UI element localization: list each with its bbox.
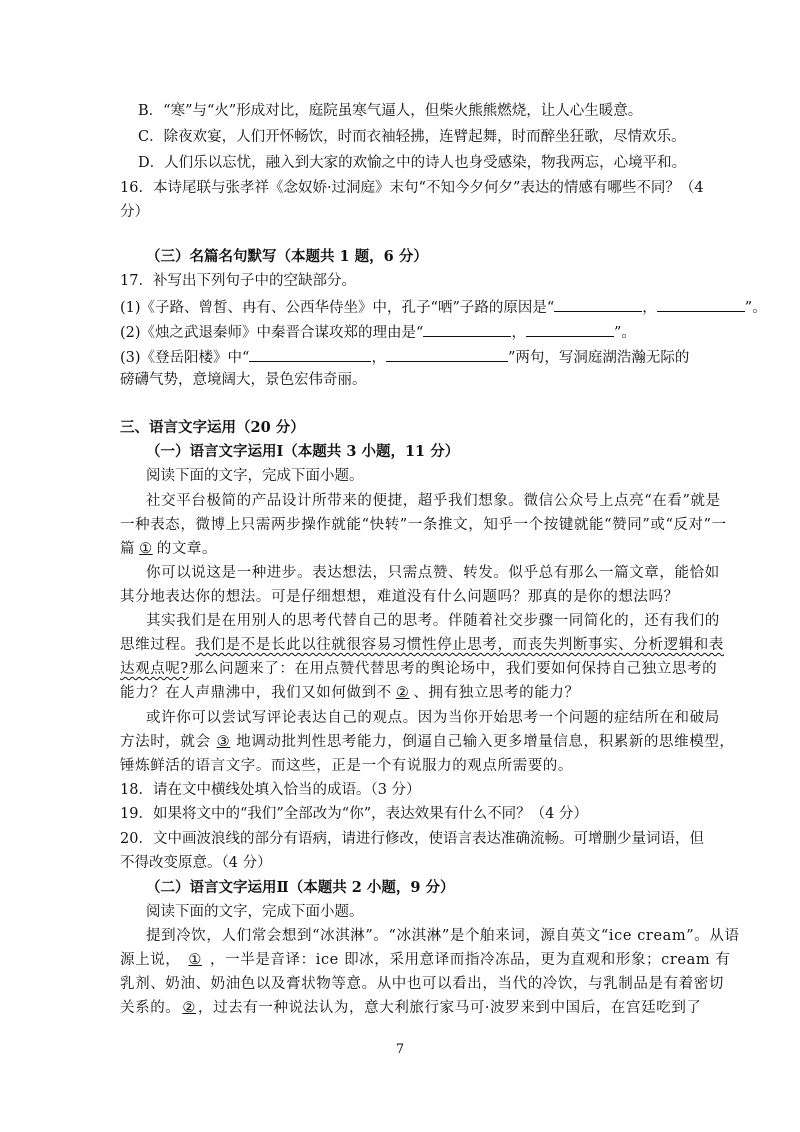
q17-item-3-cont: 磅礴气势，意境阔大，景色宏伟奇丽。 (120, 372, 367, 388)
passage1-p3-l4 (120, 683, 580, 703)
passage1-p3-l1: 其实我们是在用别人的思考代替自己的思考。伴随着社交步骤一同简化的，还有我们的 (146, 613, 720, 629)
passage1-p2-l1: 你可以说这是一种进步。表达想法，只需点赞、转发。似乎总有那么一篇文章，能恰如 (146, 565, 720, 581)
q19: 19．如果将文中的“我们”全部改为“你”，表达效果有什么不同？（4 分） (120, 806, 588, 822)
q16-line1: 16．本诗尾联与张孝祥《念奴娇·过洞庭》末句“不知今夕何夕”表达的情感有哪些不同？（4 (120, 180, 704, 196)
q20-line2: 不得改变原意。（4 分） (120, 855, 272, 871)
p5-text-b: ，一半是音译：ice 即冰，采用意译而指冷冻品，更为直观和形象；cream 有 (210, 952, 731, 968)
q17-item-1 (120, 296, 767, 318)
q17-2-prefix: (2)《烛之武退秦师》中秦晋合谋攻郑的理由是“ (120, 325, 424, 341)
p1-text-b: 的文章。 (156, 541, 218, 557)
p3-text-a: 思维过程。 (120, 637, 196, 653)
passage1-p4-l3: 锤炼鲜活的语言文字。而这些，正是一个有说服力的观点所需要的。 (120, 758, 573, 774)
p5-text-a: 源上说， (120, 952, 181, 968)
p4-text-b: 地调动批判性思考能力，倒逼自己输入更多增量信息，积累新的思维模型， (236, 734, 735, 750)
q17-item-2 (120, 321, 636, 343)
q17-2-blank-b[interactable] (526, 321, 614, 337)
section-3-heading: （三）名篇名句默写（本题共 1 题，6 分） (146, 248, 428, 265)
passage1-p1-l2: 一种表态，微博上只需两步操作就能“快转”一条推文，知乎一个按键就能“赞同”或“反对”一 (120, 517, 727, 533)
q18: 18．请在文中横线处填入恰当的成语。（3 分） (120, 782, 421, 798)
blank-2[interactable]: ② (395, 685, 410, 701)
q20-line1: 20．文中画波浪线的部分有语病，请进行修改，使语言表达准确流畅。可增删少量词语，但 (120, 831, 704, 847)
p3-text-d: 、拥有独立思考的能力？ (413, 685, 580, 701)
sub2-heading: （二）语言文字运用Ⅱ（本题共 2 小题，9 分） (146, 879, 455, 896)
q17-3-suffix: ”两句，写洞庭湖浩瀚无际的 (507, 350, 690, 366)
part-3-heading: 三、语言文字运用（20 分） (120, 419, 305, 436)
q17-3-prefix: (3)《登岳阳楼》中“ (120, 350, 250, 366)
wavy-sentence-part2: 达观点呢? (120, 661, 189, 677)
wavy-sentence-part1: 我们是不是长此以往就很容易习惯性停止思考，而丧失判断事实、分析逻辑和表 (195, 637, 724, 653)
q17-3-blank-b[interactable] (386, 346, 508, 362)
passage1-p3-l3 (120, 659, 717, 679)
instruction-1: 阅读下面的文字，完成下面小题。 (146, 468, 364, 484)
p1-text-a: 篇 (120, 541, 136, 557)
q17-2-suffix: ”。 (613, 325, 636, 341)
passage2-l3: 乳剂、奶油、奶油色以及膏状物等意。从中也可以看出，当代的冷饮，与乳制品是有着密切 (120, 976, 724, 992)
p3-text-c: 能力？在人声鼎沸中，我们又如何做到不 (120, 685, 392, 701)
q17-1-suffix: ”。 (744, 300, 767, 316)
p3-text-b: 那么问题来了：在用点赞代替思考的舆论场中，我们要如何保持自己独立思考的 (188, 661, 718, 677)
q15-option-b: B．“寒”与“火”形成对比，庭院虽寒气逼人，但柴火熊熊燃烧，让人心生暖意。 (138, 103, 643, 119)
q17-3-sep: ， (371, 350, 386, 366)
q17-1-blank-b[interactable] (657, 296, 745, 312)
page-number: 7 (395, 1042, 405, 1057)
q17-1-blank-a[interactable] (554, 296, 642, 312)
passage2-l2 (120, 950, 731, 970)
blank-p2-2[interactable]: ② (182, 1000, 197, 1016)
q17-item-3 (120, 346, 689, 368)
p4-text-a: 方法时，就会 (120, 734, 211, 750)
q16-line2: 分） (120, 204, 149, 220)
blank-3[interactable]: ③ (216, 734, 231, 750)
instruction-2: 阅读下面的文字，完成下面小题。 (146, 904, 364, 920)
passage1-p4-l2 (120, 732, 735, 752)
q15-option-c: C．除夜欢宴，人们开怀畅饮，时而衣袖轻拂，连臂起舞，时而醉坐狂歌，尽情欢乐。 (138, 129, 686, 145)
q17-1-prefix: (1)《子路、曾皙、冉有、公西华侍坐》中，孔子“哂”子路的原因是“ (120, 300, 555, 316)
q17-3-blank-a[interactable] (249, 346, 371, 362)
passage1-p4-l1: 或许你可以尝试写评论表达自己的观点。因为当你开始思考一个问题的症结所在和破局 (146, 710, 720, 726)
p5-text-d: ，过去有一种说法认为，意大利旅行家马可·波罗来到中国后，在宫廷吃到了 (198, 1000, 702, 1016)
sub1-heading: （一）语言文字运用Ⅰ（本题共 3 小题，11 分） (146, 443, 460, 460)
q17-2-sep: ， (511, 325, 526, 341)
passage1-p3-l2 (120, 635, 724, 655)
p5-text-c: 关系的。 (120, 1000, 181, 1016)
blank-1[interactable]: ① (139, 541, 153, 557)
passage1-p1-l3 (120, 539, 217, 559)
q17-1-sep: ， (642, 300, 657, 316)
q17-2-blank-a[interactable] (423, 321, 511, 337)
q15-option-d: D．人们乐以忘忧，融入到大家的欢愉之中的诗人也身受感染，物我两忘，心境平和。 (138, 155, 687, 171)
passage1-p2-l2: 其分地表达你的想法。可是仔细想想，难道没有什么问题吗？那真的是你的想法吗？ (120, 589, 679, 605)
passage2-l4 (120, 998, 702, 1018)
blank-p2-1[interactable]: ① (188, 952, 203, 968)
q17-title: 17．补写出下列句子中的空缺部分。 (120, 273, 356, 289)
passage2-l1: 提到冷饮，人们常会想到“冰淇淋”。“冰淇淋”是个舶来词，源自英文“ice cream”。从语 (146, 928, 740, 944)
passage1-p1-l1: 社交平台极简的产品设计所带来的便捷，超乎我们想象。微信公众号上点亮“在看”就是 (146, 493, 721, 509)
